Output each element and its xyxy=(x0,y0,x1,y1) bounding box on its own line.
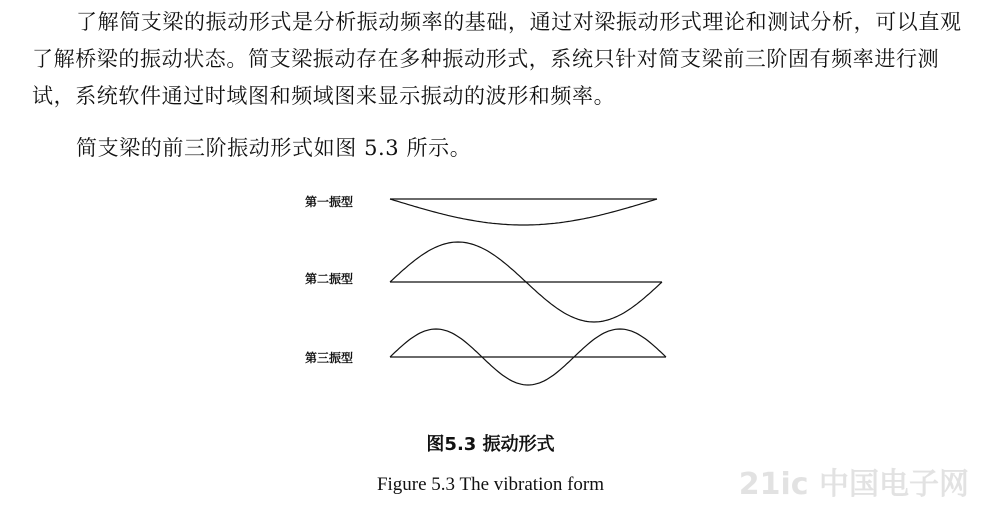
body-paragraph-2: 简支梁的前三阶振动形式如图 5.3 所示。 xyxy=(76,136,472,160)
figure-caption-english: Figure 5.3 The vibration form xyxy=(376,474,605,495)
mode-1-label: 第一振型 xyxy=(305,195,354,209)
figure-caption-chinese: 图5.3 振动形式 xyxy=(426,434,555,455)
watermark-text: 21ic 中国电子网 xyxy=(738,467,969,502)
body-paragraph-1: 了解简支梁的振动形式是分析振动频率的基础，通过对梁振动形式理论和测试分析，可以直观了解桥梁的振动状态。简支梁振动存在多种振动形式，系统只针对简支梁前三阶固有频率进行测试，系统软件通过时域图和频域图来显示振动的波形和频率。 xyxy=(32,10,962,108)
mode-1-curve xyxy=(390,199,657,225)
mode-3-label: 第三振型 xyxy=(305,351,354,365)
mode-2-label: 第二振型 xyxy=(305,272,354,286)
watermark-logo xyxy=(739,459,969,503)
